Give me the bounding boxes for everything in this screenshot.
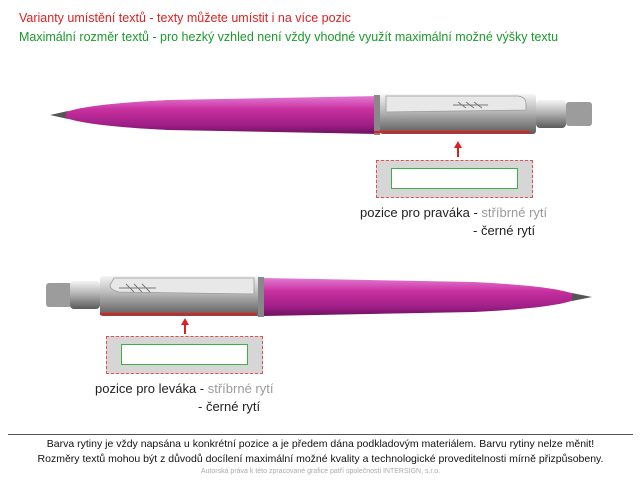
footer-note-sizes: Rozměry textů mohou být z důvodů docílení maximální možné kvality a technologické proveditelnosti mírně přizpůsobeny. xyxy=(37,453,604,465)
position-label: pozice pro praváka xyxy=(360,205,470,220)
header-line-red: Varianty umístění textů - texty můžete umístit i na více pozic xyxy=(19,11,351,25)
separator: - xyxy=(473,223,481,238)
silver-engraving-label: stříbrné rytí xyxy=(481,205,548,220)
engraving-text-frame xyxy=(121,344,248,365)
footer-divider xyxy=(8,434,633,435)
footer-note-color: Barva rytiny je vždy napsána u konkrétní pozice a je předem dána podkladovým materiálem. Barvu rytiny nelze měnit! xyxy=(46,438,595,450)
separator: - xyxy=(198,399,206,414)
engraving-area-left-handed xyxy=(106,336,263,374)
pen-image-right-handed xyxy=(48,82,608,144)
label-right-handed xyxy=(360,205,547,220)
black-engraving-label: černé rytí xyxy=(205,399,261,414)
black-engraving-label: černé rytí xyxy=(480,223,536,238)
label-right-handed-black xyxy=(473,223,535,238)
position-label: pozice pro leváka xyxy=(95,381,197,396)
arrow-stem xyxy=(457,147,459,157)
label-left-handed xyxy=(95,381,273,396)
engraving-area-right-handed xyxy=(376,160,533,198)
header-line-green: Maximální rozměr textů - pro hezký vzhled není vždy vhodné využít maximální možné výšky textu xyxy=(19,30,559,44)
label-left-handed-black xyxy=(198,399,260,414)
pen-image-left-handed xyxy=(44,264,604,326)
engraving-text-frame xyxy=(391,168,518,189)
silver-engraving-label: stříbrné rytí xyxy=(207,381,274,396)
footer-copyright: Autorská práva k této zpracované grafice patří společnosti INTERSIGN, s.r.o. xyxy=(200,468,441,475)
arrow-stem xyxy=(184,324,186,334)
separator: - xyxy=(196,381,208,396)
separator: - xyxy=(469,205,482,220)
